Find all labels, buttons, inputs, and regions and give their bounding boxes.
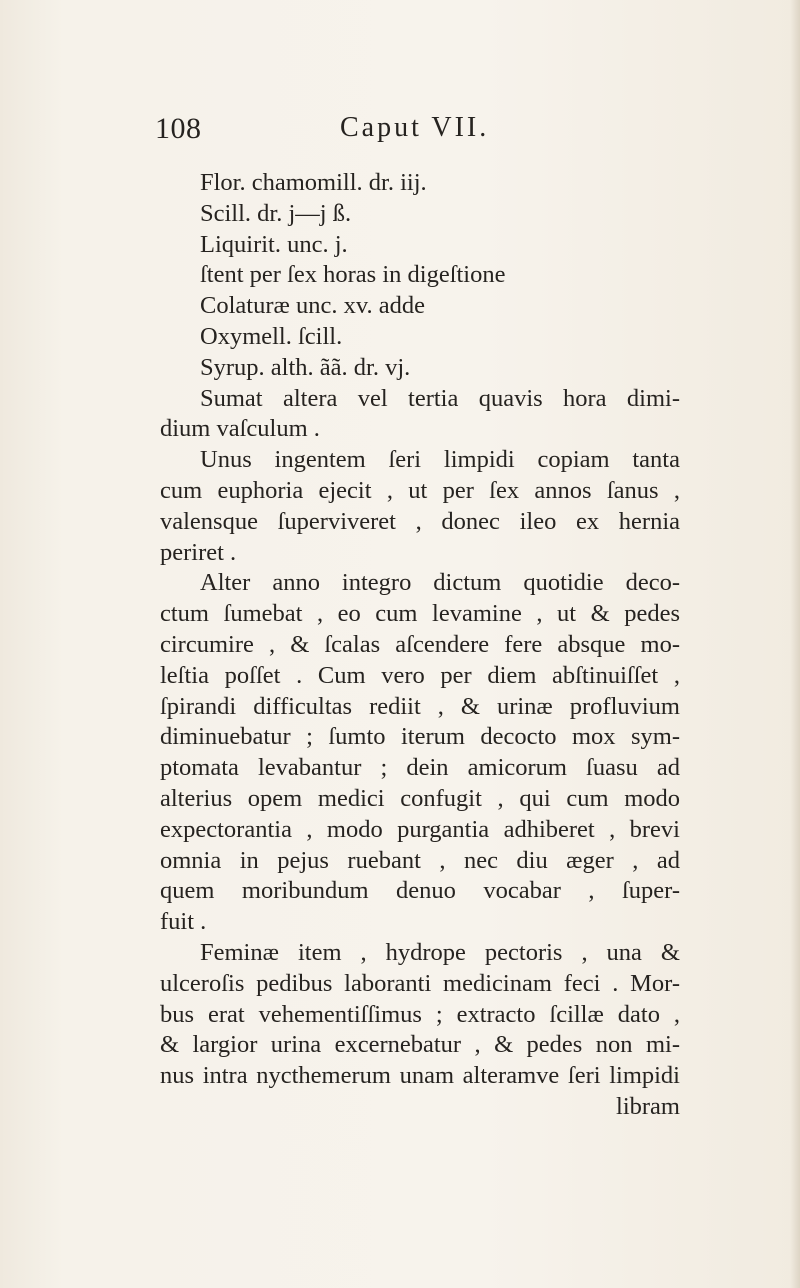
recipe-line: Oxymell. ſcill. — [200, 322, 343, 350]
paragraph-third-case — [160, 938, 680, 1092]
recipe-block — [160, 168, 680, 384]
text-line: Alter anno integro dictum quotidie deco- — [200, 569, 680, 597]
text-line: circumire , & ſcalas aſcendere fere absque mo- — [160, 630, 680, 658]
text-line: quem moribundum denuo vocabar , ſuper- — [160, 877, 680, 905]
catchword-row — [160, 1092, 680, 1123]
text-line: expectorantia , modo purgantia adhiberet , brevi — [160, 815, 680, 843]
text-line: ctum ſumebat , eo cum levamine , ut & pedes — [160, 600, 680, 628]
paragraph-dosage — [160, 384, 680, 446]
body-text — [160, 168, 680, 1123]
text-line: omnia in pejus ruebant , nec diu æger , ad — [160, 846, 680, 874]
text-line: dium vaſculum . — [160, 415, 320, 443]
text-line: Unus ingentem ſeri limpidi copiam tanta — [200, 446, 680, 474]
recipe-line: Flor. chamomill. dr. iij. — [200, 169, 427, 196]
text-line: nus intra nycthemerum unam alteramve ſeri limpidi — [160, 1062, 680, 1090]
text-line: leſtia poſſet . Cum vero per diem abſtinuiſſet , — [160, 661, 680, 689]
text-line: alterius opem medici confugit , qui cum modo — [160, 784, 680, 812]
text-line: valensque ſuperviveret , donec ileo ex hernia — [160, 507, 680, 535]
recipe-line: ſtent per ſex horas in digeſtione — [200, 261, 506, 289]
text-line: diminuebatur ; ſumto iterum decocto mox sym- — [160, 723, 680, 751]
text-line: ulceroſis pedibus laboranti medicinam feci . Mor- — [160, 969, 680, 997]
page-header — [155, 112, 655, 152]
text-line: Sumat altera vel tertia quavis hora dimi- — [200, 384, 680, 412]
text-line: ſpirandi difficultas rediit , & urinæ profluvium — [160, 692, 680, 720]
text-line: & largior urina excernebatur , & pedes non mi- — [160, 1031, 680, 1059]
paragraph-first-case — [160, 445, 680, 568]
paragraph-second-case — [160, 568, 680, 938]
recipe-line: Scill. dr. j—j ß. — [200, 199, 352, 227]
text-line: ptomata levabantur ; dein amicorum ſuasu ad — [160, 754, 680, 782]
page-number: 108 — [155, 112, 202, 145]
running-title: Caput VII. — [340, 112, 490, 143]
text-line: bus erat vehementiſſimus ; extracto ſcillæ dato , — [160, 1000, 680, 1028]
text-line: fuit . — [160, 908, 207, 936]
catchword: libram — [616, 1092, 680, 1120]
text-line: Feminæ item , hydrope pectoris , una & — [200, 938, 680, 966]
recipe-line: Syrup. alth. ãã. dr. vj. — [200, 353, 411, 381]
page-edge-shadow — [790, 0, 800, 1288]
text-line: periret . — [160, 538, 237, 566]
text-line: cum euphoria ejecit , ut per ſex annos ſanus , — [160, 476, 680, 504]
recipe-line: Colaturæ unc. xv. adde — [200, 292, 425, 320]
recipe-line: Liquirit. unc. j. — [200, 230, 348, 258]
